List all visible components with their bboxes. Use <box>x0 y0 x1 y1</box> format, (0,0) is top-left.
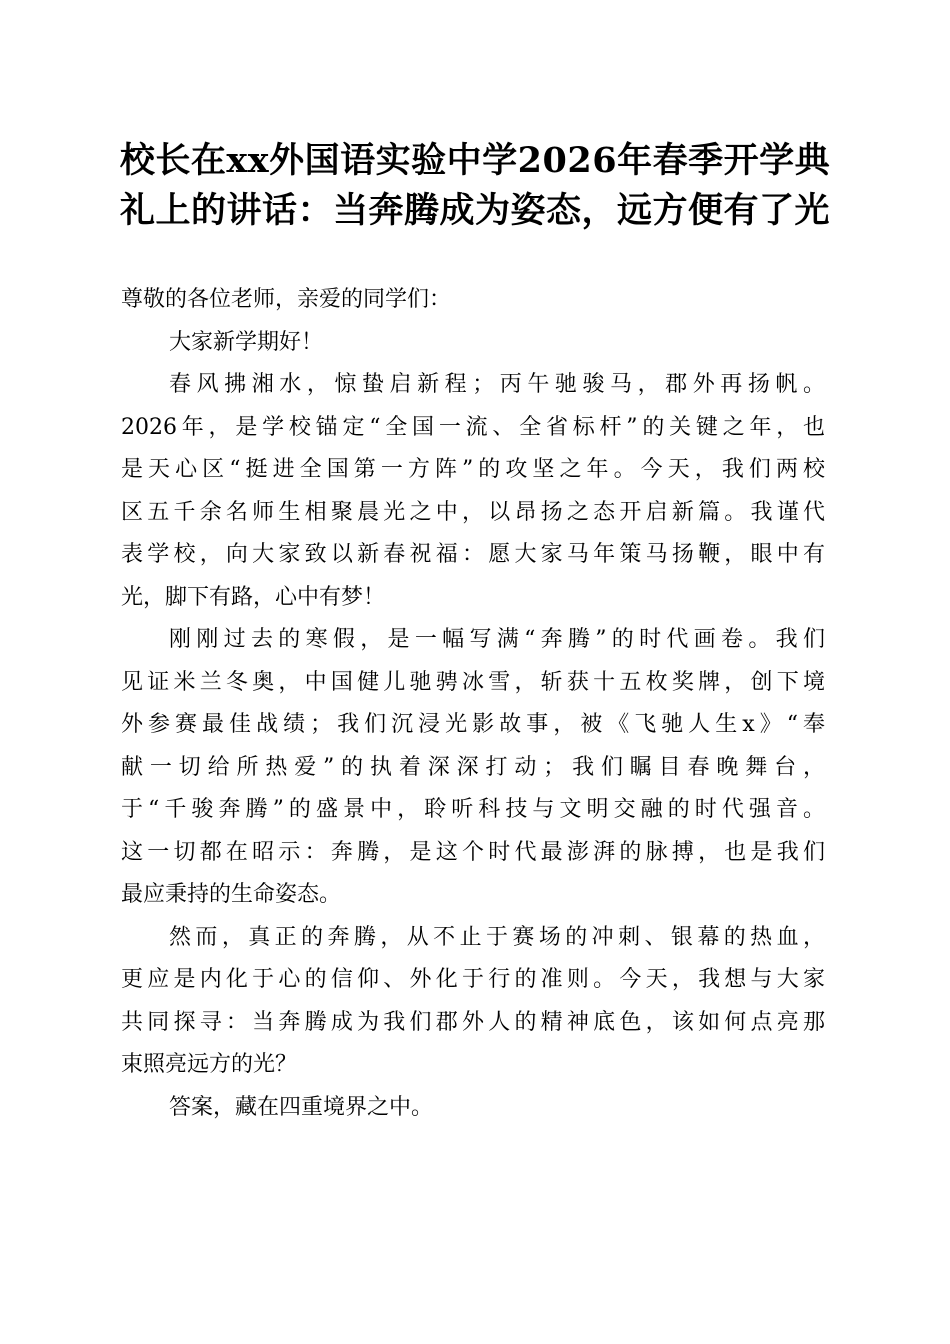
paragraph-line: 刚刚过去的寒假，是一幅写满“奔腾”的时代画卷。我们 <box>169 627 825 652</box>
title-line-2: 礼上的讲话：当奔腾成为姿态，远方便有了光 <box>119 190 830 231</box>
document-title <box>110 136 840 236</box>
paragraph-line: 最应秉持的生命姿态。 <box>121 882 342 907</box>
paragraph-line: 区五千余名师生相聚晨光之中，以昂扬之态开启新篇。我谨代 <box>121 499 825 525</box>
salutation: 尊敬的各位老师，亲爱的同学们： <box>121 287 452 312</box>
paragraph-line: 是天心区“挺进全国第一方阵”的攻坚之年。今天，我们两校 <box>121 457 825 482</box>
paragraph-line: 见证米兰冬奥，中国健儿驰骋冰雪，斩获十五枚奖牌，创下境 <box>121 669 825 695</box>
greeting-line: 大家新学期好！ <box>169 329 324 355</box>
paragraph-line: 答案，藏在四重境界之中。 <box>169 1094 434 1120</box>
paragraph-line: 共同探寻：当奔腾成为我们郡外人的精神底色，该如何点亮那 <box>121 1009 825 1035</box>
paragraph-line: 表学校，向大家致以新春祝福：愿大家马年策马扬鞭，眼中有 <box>121 542 825 567</box>
paragraph-line: 于“千骏奔腾”的盛景中，聆听科技与文明交融的时代强音。 <box>121 797 825 822</box>
document-body <box>121 279 825 1129</box>
paragraph-line: 光，脚下有路，心中有梦！ <box>121 584 386 610</box>
paragraph-line: 春风拂湘水，惊蛰启新程；丙午驰骏马，郡外再扬帆。 <box>169 372 825 397</box>
paragraph-line: 束照亮远方的光？ <box>121 1052 298 1077</box>
title-line-1: 校长在xx外国语实验中学2026年春季开学典 <box>119 140 831 181</box>
paragraph-line: 然而，真正的奔腾，从不止于赛场的冲刺、银幕的热血， <box>169 924 825 950</box>
paragraph-line: 更应是内化于心的信仰、外化于行的准则。今天，我想与大家 <box>121 967 825 992</box>
paragraph-line: 外参赛最佳战绩；我们沉浸光影故事，被《飞驰人生x》“奉 <box>121 712 825 737</box>
paragraph-line: 献一切给所热爱”的执着深深打动；我们瞩目春晚舞台， <box>121 754 825 780</box>
paragraph-line: 2026年，是学校锚定“全国一流、全省标杆”的关键之年，也 <box>121 414 825 440</box>
paragraph-line: 这一切都在昭示：奔腾，是这个时代最澎湃的脉搏，也是我们 <box>121 839 825 865</box>
